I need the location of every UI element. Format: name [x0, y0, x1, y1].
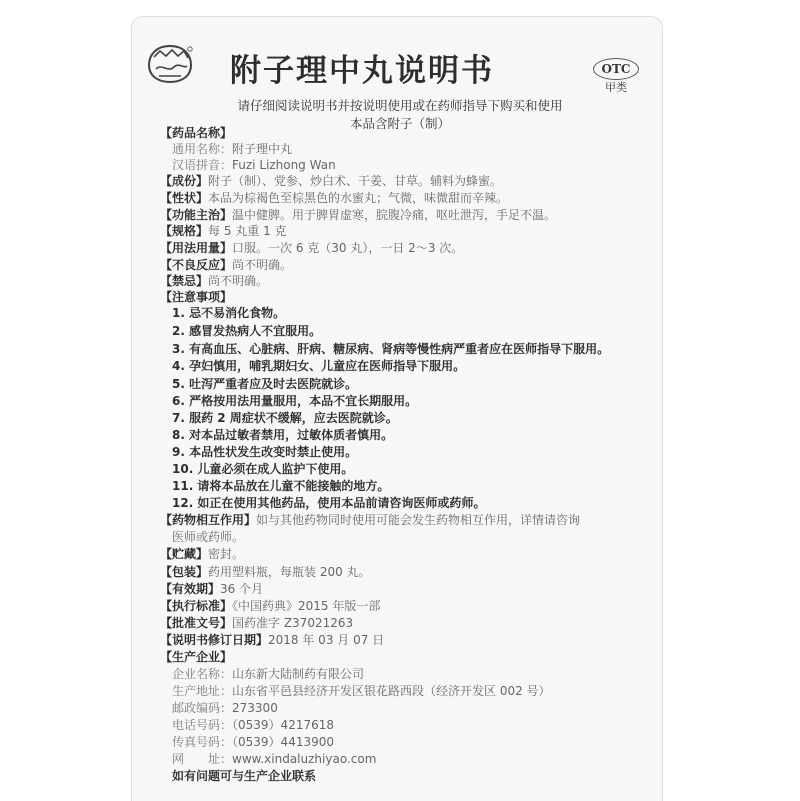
storage-value: 密封。 [208, 547, 245, 561]
precaution-item: 4. 孕妇慎用，哺乳期妇女、儿童应在医师指导下服用。 [172, 359, 466, 373]
precaution-item: 10. 儿童必须在成人监护下使用。 [172, 462, 354, 476]
precaution-item: 5. 吐泻严重者应及时去医院就诊。 [172, 377, 358, 391]
section-manufacturer: 【生产企业】 [160, 650, 233, 664]
company-logo-icon [146, 43, 194, 85]
validity-value: 36 个月 [220, 582, 264, 596]
postcode-label: 邮政编码： [172, 701, 233, 715]
description-label: 【性状】 [160, 191, 209, 205]
phone-value: （0539）4217618 [232, 718, 334, 732]
pinyin-label: 汉语拼音： [172, 158, 233, 172]
adverse-label: 【不良反应】 [160, 258, 233, 272]
package-label: 【包装】 [160, 565, 209, 579]
interactions-label: 【药物相互作用】 [160, 513, 257, 527]
dosage-row [160, 239, 463, 257]
approval-row [160, 614, 353, 632]
indications-value: 温中健脾。用于脾胃虚寒，脘腹冷痛，呕吐泄泻，手足不温。 [232, 208, 557, 222]
description-value: 本品为棕褐色至棕黑色的水蜜丸；气微，味微甜而辛辣。 [208, 191, 509, 205]
spec-value: 每 5 丸重 1 克 [208, 224, 287, 238]
precaution-item: 9. 本品性状发生改变时禁止使用。 [172, 445, 358, 459]
address-value: 山东省平邑县经济开发区银花路西段（经济开发区 002 号） [232, 684, 551, 698]
precaution-item: 7. 服药 2 周症状不缓解，应去医院就诊。 [172, 411, 398, 425]
address-row [172, 682, 551, 700]
otc-class: 甲类 [605, 81, 627, 94]
postcode-value: 273300 [232, 701, 278, 715]
footer-contact: 如有问题可与生产企业联系 [172, 769, 317, 783]
precaution-item: 2. 感冒发热病人不宜服用。 [172, 324, 322, 338]
validity-row [160, 580, 263, 598]
revision-value: 2018 年 03 月 07 日 [268, 633, 385, 647]
postcode-row [172, 699, 278, 717]
reading-instruction: 请仔细阅读说明书并按说明使用或在药师指导下购买和使用 [237, 98, 563, 113]
precaution-item: 6. 严格按用法用量服用，本品不宜长期服用。 [172, 394, 418, 408]
website-value: www.xindaluzhiyao.com [232, 752, 377, 766]
precaution-item: 8. 对本品过敏者禁用，过敏体质者慎用。 [172, 428, 394, 442]
precaution-item: 3. 有高血压、心脏病、肝病、糖尿病、肾病等慢性病严重者应在医师指导下服用。 [172, 342, 610, 356]
revision-row [160, 631, 384, 649]
fax-value: （0539）4413900 [232, 735, 334, 749]
address-label: 生产地址： [172, 684, 233, 698]
generic-name-value: 附子理中丸 [232, 142, 293, 156]
approval-label: 【批准文号】 [160, 616, 233, 630]
phone-label: 电话号码： [172, 718, 233, 732]
website-row [172, 750, 376, 768]
ingredient-notice: 本品含附子（制） [349, 116, 450, 131]
website-label: 网 址： [172, 752, 233, 766]
company-name-value: 山东新大陆制药有限公司 [232, 667, 365, 681]
company-name-label: 企业名称： [172, 667, 233, 681]
generic-name-label: 通用名称： [172, 142, 233, 156]
adverse-value: 尚不明确。 [232, 258, 293, 272]
standard-row [160, 597, 380, 615]
spec-label: 【规格】 [160, 224, 209, 238]
interactions-value-cont: 医师或药师。 [172, 530, 245, 544]
description-row [160, 189, 508, 207]
pinyin-value: Fuzi Lizhong Wan [232, 158, 336, 172]
otc-badge: OTC [593, 58, 639, 80]
approval-value: 国药准字 Z37021263 [232, 616, 354, 630]
interactions-value: 如与其他药物同时使用可能会发生药物相互作用，详情请咨询 [256, 513, 581, 527]
contraindications-value: 尚不明确。 [208, 274, 269, 288]
precaution-item: 11. 请将本品放在儿童不能接触的地方。 [172, 479, 390, 493]
package-row [160, 563, 371, 581]
ingredients-value: 附子（制）、党参、炒白术、干姜、甘草。辅料为蜂蜜。 [208, 174, 503, 188]
package-value: 药用塑料瓶，每瓶装 200 丸。 [208, 565, 371, 579]
contraindications-label: 【禁忌】 [160, 274, 209, 288]
section-precautions: 【注意事项】 [160, 290, 233, 304]
fax-row [172, 733, 334, 751]
fax-label: 传真号码： [172, 735, 233, 749]
storage-row [160, 545, 244, 563]
precaution-item: 12. 如正在使用其他药品，使用本品前请咨询医师或药师。 [172, 496, 486, 510]
dosage-label: 【用法用量】 [160, 241, 233, 255]
company-name-row [172, 665, 364, 683]
revision-label: 【说明书修订日期】 [160, 633, 269, 647]
ingredients-row [160, 172, 502, 190]
indications-label: 【功能主治】 [160, 208, 233, 222]
dosage-value: 口服。一次 6 克（30 丸），一日 2～3 次。 [232, 241, 464, 255]
standard-label: 【执行标准】 [160, 599, 233, 613]
page-title: 附子理中丸说明书 [230, 53, 494, 89]
ingredients-label: 【成份】 [160, 174, 209, 188]
spec-row [160, 222, 287, 240]
section-drug-name: 【药品名称】 [160, 126, 233, 140]
standard-value: 《中国药典》2015 年版一部 [232, 599, 381, 613]
validity-label: 【有效期】 [160, 582, 221, 596]
storage-label: 【贮藏】 [160, 547, 209, 561]
precaution-item: 1. 忌不易消化食物。 [172, 306, 286, 320]
phone-row [172, 716, 334, 734]
interactions-continuation [172, 528, 244, 546]
interactions-row [160, 511, 580, 529]
